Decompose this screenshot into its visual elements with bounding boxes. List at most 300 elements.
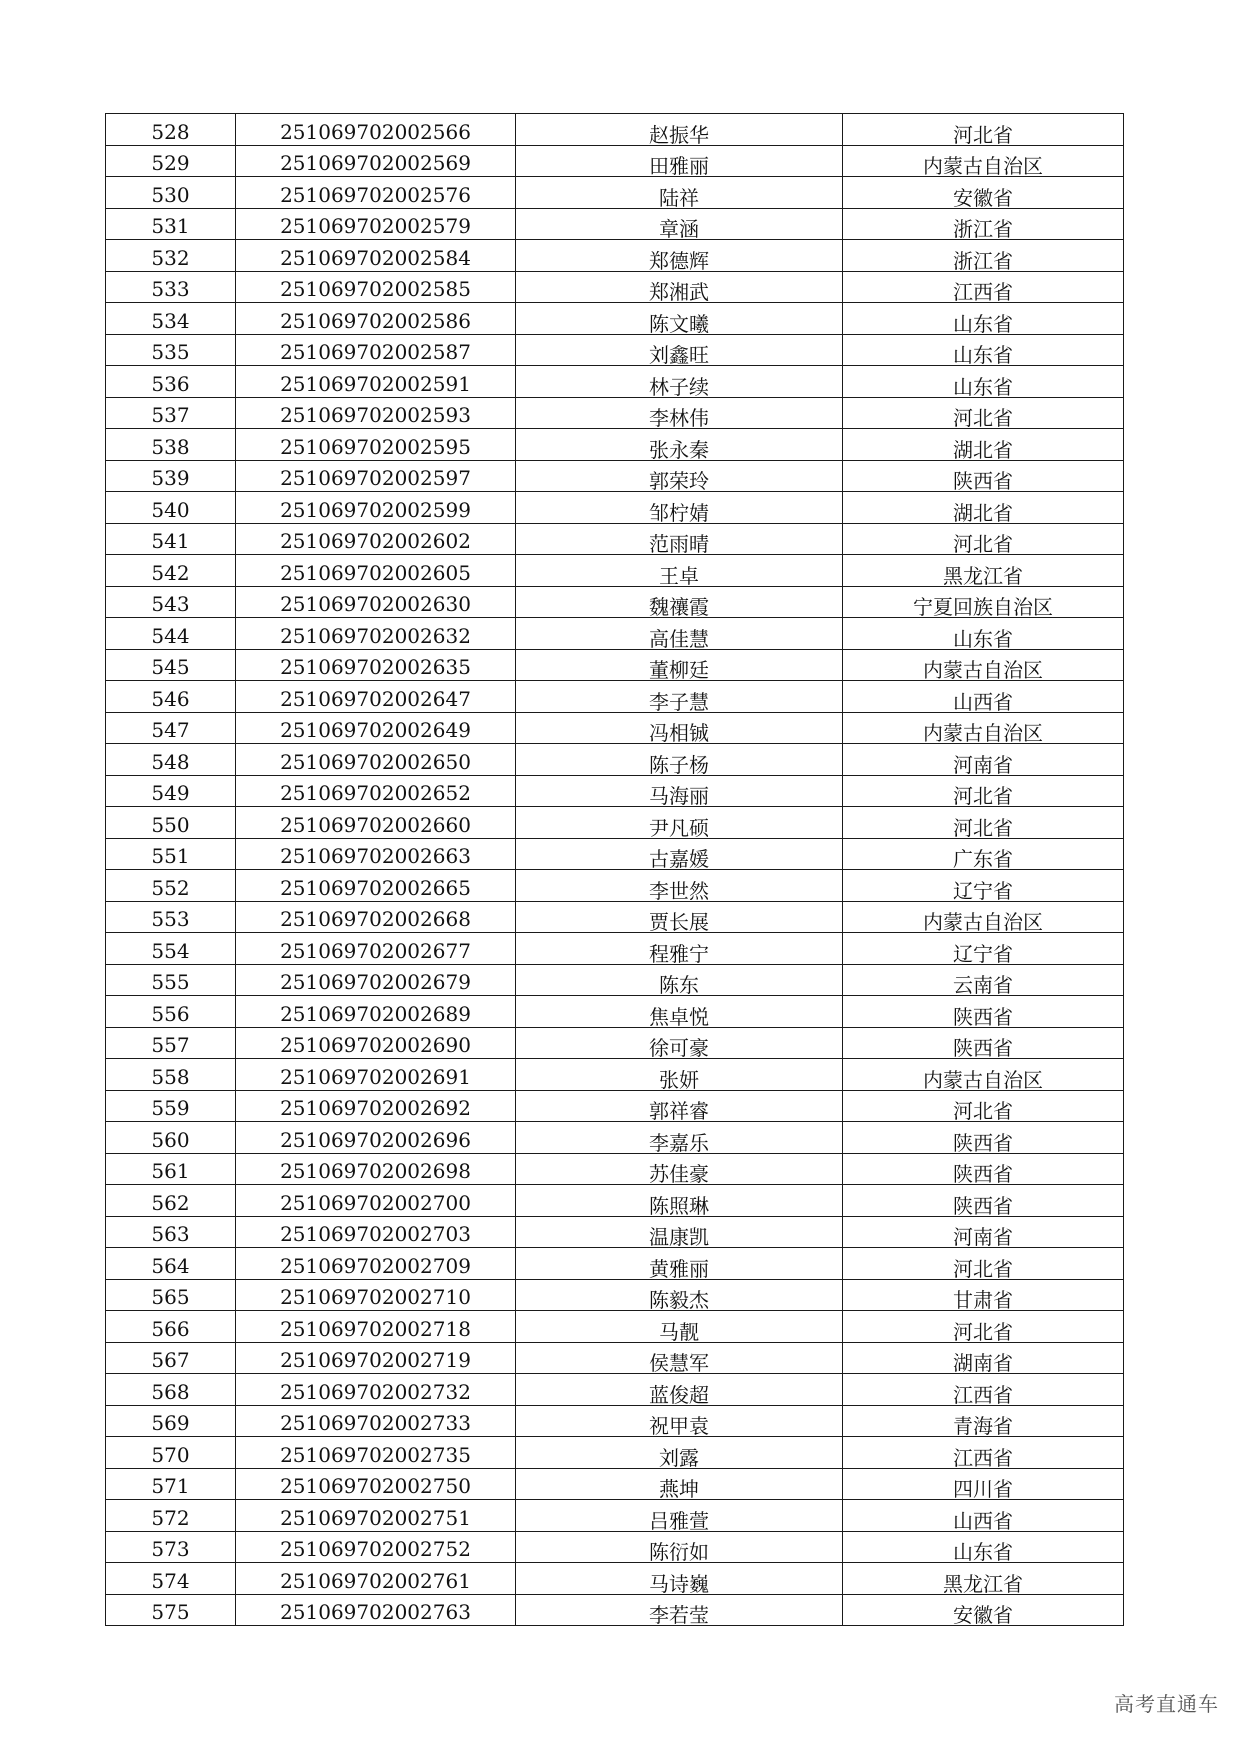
candidate-province: 山西省 — [953, 1508, 1013, 1531]
watermark-text: 高考直通车 — [1114, 1692, 1219, 1716]
candidate-id-cell — [236, 1468, 516, 1500]
table-row — [106, 208, 1124, 240]
row-number: 564 — [151, 1253, 190, 1278]
candidate-id: 251069702002665 — [280, 875, 471, 900]
candidate-province: 浙江省 — [953, 248, 1013, 271]
candidate-id-cell — [236, 681, 516, 713]
candidate-id-cell — [236, 1500, 516, 1532]
candidate-id: 251069702002761 — [280, 1568, 471, 1593]
candidate-id-cell — [236, 807, 516, 839]
table-row — [106, 1153, 1124, 1185]
row-number-cell — [106, 429, 236, 461]
candidate-name: 温康凯 — [649, 1225, 709, 1248]
row-number: 539 — [151, 466, 190, 490]
admission-list-body — [106, 114, 1124, 1626]
row-number: 558 — [151, 1064, 190, 1089]
candidate-name-cell — [516, 649, 843, 681]
candidate-name: 魏禳霞 — [649, 595, 709, 618]
candidate-province-cell — [843, 1437, 1124, 1469]
candidate-name: 李子慧 — [649, 689, 709, 712]
candidate-province: 河北省 — [953, 815, 1013, 838]
candidate-name-cell — [516, 1248, 843, 1280]
candidate-id: 251069702002635 — [280, 655, 471, 679]
candidate-province: 陕西省 — [953, 469, 1013, 492]
row-number-cell — [106, 1248, 236, 1280]
row-number: 552 — [151, 875, 190, 900]
table-row — [106, 1563, 1124, 1595]
candidate-id-cell — [236, 271, 516, 303]
table-row — [106, 1090, 1124, 1122]
candidate-province-cell — [843, 1185, 1124, 1217]
candidate-province-cell — [843, 1500, 1124, 1532]
candidate-id: 251069702002569 — [280, 151, 471, 175]
candidate-province-cell — [843, 1531, 1124, 1563]
table-row — [106, 870, 1124, 902]
candidate-province: 浙江省 — [953, 217, 1013, 240]
candidate-province: 山东省 — [953, 374, 1013, 397]
candidate-id-cell — [236, 240, 516, 272]
candidate-province: 陕西省 — [953, 1162, 1013, 1185]
row-number-cell — [106, 1531, 236, 1563]
candidate-name-cell — [516, 366, 843, 398]
table-row — [106, 964, 1124, 996]
candidate-province: 四川省 — [953, 1477, 1013, 1500]
candidate-name: 程雅宁 — [649, 941, 709, 964]
row-number: 563 — [151, 1222, 190, 1246]
row-number-cell — [106, 208, 236, 240]
candidate-province: 湖南省 — [953, 1351, 1013, 1374]
candidate-province-cell — [843, 460, 1124, 492]
candidate-province: 江西省 — [953, 1445, 1013, 1468]
table-row — [106, 1342, 1124, 1374]
row-number: 541 — [151, 529, 190, 553]
table-row — [106, 114, 1124, 146]
row-number: 544 — [151, 623, 190, 648]
candidate-province-cell — [843, 145, 1124, 177]
row-number: 556 — [151, 1001, 190, 1026]
candidate-id-cell — [236, 303, 516, 335]
row-number-cell — [106, 901, 236, 933]
candidate-province: 江西省 — [953, 280, 1013, 303]
candidate-id-cell — [236, 1342, 516, 1374]
candidate-province: 湖北省 — [953, 500, 1013, 523]
candidate-name: 张妍 — [659, 1067, 699, 1090]
row-number-cell — [106, 964, 236, 996]
candidate-id-cell — [236, 996, 516, 1028]
table-row — [106, 271, 1124, 303]
candidate-name: 贾长展 — [649, 910, 709, 933]
row-number-cell — [106, 177, 236, 209]
candidate-id: 251069702002602 — [280, 529, 471, 553]
row-number-cell — [106, 744, 236, 776]
candidate-id-cell — [236, 1248, 516, 1280]
row-number-cell — [106, 1153, 236, 1185]
row-number-cell — [106, 1279, 236, 1311]
candidate-id: 251069702002595 — [280, 434, 471, 459]
candidate-name-cell — [516, 1500, 843, 1532]
candidate-id-cell — [236, 775, 516, 807]
candidate-province: 甘肃省 — [953, 1288, 1013, 1311]
candidate-province-cell — [843, 303, 1124, 335]
candidate-province: 河南省 — [953, 752, 1013, 775]
candidate-name-cell — [516, 775, 843, 807]
candidate-id: 251069702002710 — [280, 1285, 471, 1309]
candidate-province-cell — [843, 429, 1124, 461]
candidate-name: 李嘉乐 — [649, 1130, 709, 1153]
candidate-province-cell — [843, 1153, 1124, 1185]
candidate-id-cell — [236, 460, 516, 492]
row-number: 562 — [151, 1190, 190, 1215]
candidate-name: 田雅丽 — [649, 154, 709, 177]
candidate-id-cell — [236, 397, 516, 429]
candidate-name-cell — [516, 1311, 843, 1343]
candidate-name-cell — [516, 1216, 843, 1248]
row-number-cell — [106, 1594, 236, 1626]
candidate-id-cell — [236, 1059, 516, 1091]
row-number: 532 — [151, 245, 190, 270]
candidate-id-cell — [236, 523, 516, 555]
candidate-name-cell — [516, 1279, 843, 1311]
candidate-id: 251069702002719 — [280, 1348, 471, 1372]
candidate-id: 251069702002690 — [280, 1033, 471, 1057]
candidate-province-cell — [843, 807, 1124, 839]
candidate-id-cell — [236, 1374, 516, 1406]
candidate-name: 张永秦 — [649, 437, 709, 460]
row-number-cell — [106, 366, 236, 398]
candidate-name-cell — [516, 1531, 843, 1563]
candidate-province-cell — [843, 618, 1124, 650]
candidate-id: 251069702002763 — [280, 1600, 471, 1624]
row-number-cell — [106, 1059, 236, 1091]
candidate-province: 河北省 — [953, 406, 1013, 429]
candidate-province: 内蒙古自治区 — [923, 910, 1043, 933]
row-number-cell — [106, 1342, 236, 1374]
table-row — [106, 1468, 1124, 1500]
candidate-name-cell — [516, 114, 843, 146]
candidate-id: 251069702002586 — [280, 308, 471, 333]
row-number-cell — [106, 492, 236, 524]
candidate-id: 251069702002630 — [280, 592, 471, 616]
row-number: 574 — [151, 1568, 190, 1593]
table-row — [106, 901, 1124, 933]
candidate-name-cell — [516, 271, 843, 303]
row-number-cell — [106, 555, 236, 587]
candidate-province-cell — [843, 114, 1124, 146]
candidate-province: 宁夏回族自治区 — [913, 595, 1053, 618]
row-number-cell — [106, 271, 236, 303]
candidate-id: 251069702002579 — [280, 214, 471, 238]
row-number: 570 — [151, 1442, 190, 1467]
table-row — [106, 1437, 1124, 1469]
candidate-id-cell — [236, 1122, 516, 1154]
candidate-id-cell — [236, 429, 516, 461]
row-number: 534 — [151, 308, 190, 333]
candidate-id-cell — [236, 1090, 516, 1122]
table-row — [106, 807, 1124, 839]
candidate-province: 辽宁省 — [953, 878, 1013, 901]
candidate-province: 江西省 — [953, 1382, 1013, 1405]
table-row — [106, 1374, 1124, 1406]
row-number: 543 — [151, 592, 190, 616]
row-number: 557 — [151, 1033, 190, 1057]
candidate-name: 郑湘武 — [649, 280, 709, 303]
row-number-cell — [106, 1563, 236, 1595]
row-number-cell — [106, 145, 236, 177]
row-number: 533 — [151, 277, 190, 301]
row-number-cell — [106, 523, 236, 555]
candidate-name-cell — [516, 1405, 843, 1437]
candidate-province-cell — [843, 523, 1124, 555]
row-number-cell — [106, 933, 236, 965]
row-number: 568 — [151, 1379, 190, 1404]
candidate-id-cell — [236, 145, 516, 177]
candidate-id: 251069702002599 — [280, 497, 471, 522]
candidate-province-cell — [843, 1468, 1124, 1500]
candidate-province-cell — [843, 1594, 1124, 1626]
candidate-name-cell — [516, 996, 843, 1028]
table-row — [106, 429, 1124, 461]
candidate-province-cell — [843, 775, 1124, 807]
table-row — [106, 397, 1124, 429]
table-row — [106, 460, 1124, 492]
candidate-id: 251069702002750 — [280, 1474, 471, 1498]
candidate-name-cell — [516, 1342, 843, 1374]
row-number-cell — [106, 1216, 236, 1248]
candidate-name: 王卓 — [659, 563, 699, 586]
row-number: 530 — [151, 182, 190, 207]
candidate-province: 陕西省 — [953, 1130, 1013, 1153]
table-row — [106, 1122, 1124, 1154]
candidate-name-cell — [516, 618, 843, 650]
candidate-id-cell — [236, 1185, 516, 1217]
row-number-cell — [106, 460, 236, 492]
candidate-province: 湖北省 — [953, 437, 1013, 460]
candidate-province: 陕西省 — [953, 1036, 1013, 1059]
candidate-name: 陈毅杰 — [649, 1288, 709, 1311]
candidate-id-cell — [236, 366, 516, 398]
candidate-id: 251069702002647 — [280, 686, 471, 711]
row-number: 560 — [151, 1127, 190, 1152]
table-row — [106, 618, 1124, 650]
candidate-name-cell — [516, 523, 843, 555]
candidate-province: 陕西省 — [953, 1193, 1013, 1216]
candidate-province: 山东省 — [953, 311, 1013, 334]
table-row — [106, 996, 1124, 1028]
row-number-cell — [106, 1405, 236, 1437]
candidate-name-cell — [516, 555, 843, 587]
candidate-id-cell — [236, 649, 516, 681]
table-row — [106, 712, 1124, 744]
row-number-cell — [106, 114, 236, 146]
row-number: 561 — [151, 1159, 190, 1183]
candidate-name: 范雨晴 — [649, 532, 709, 555]
candidate-province: 山东省 — [953, 343, 1013, 366]
candidate-id: 251069702002576 — [280, 182, 471, 207]
row-number: 540 — [151, 497, 190, 522]
row-number: 572 — [151, 1505, 190, 1530]
candidate-name-cell — [516, 1374, 843, 1406]
candidate-id-cell — [236, 1531, 516, 1563]
row-number-cell — [106, 996, 236, 1028]
candidate-province: 山西省 — [953, 689, 1013, 712]
row-number: 550 — [151, 812, 190, 837]
candidate-name: 陈文曦 — [649, 311, 709, 334]
candidate-id: 251069702002660 — [280, 812, 471, 837]
candidate-province: 山东省 — [953, 626, 1013, 649]
candidate-name: 邹柠婧 — [649, 500, 709, 523]
row-number: 538 — [151, 434, 190, 459]
row-number: 551 — [151, 844, 190, 868]
table-row — [106, 303, 1124, 335]
table-row — [106, 492, 1124, 524]
table-row — [106, 586, 1124, 618]
candidate-province-cell — [843, 555, 1124, 587]
row-number-cell — [106, 1027, 236, 1059]
candidate-id: 251069702002703 — [280, 1222, 471, 1246]
row-number-cell — [106, 334, 236, 366]
candidate-name-cell — [516, 838, 843, 870]
candidate-id: 251069702002649 — [280, 718, 471, 742]
candidate-id-cell — [236, 744, 516, 776]
candidate-province-cell — [843, 586, 1124, 618]
candidate-province-cell — [843, 681, 1124, 713]
row-number-cell — [106, 681, 236, 713]
candidate-province-cell — [843, 1059, 1124, 1091]
candidate-province: 青海省 — [953, 1414, 1013, 1437]
candidate-name: 焦卓悦 — [649, 1004, 709, 1027]
candidate-id-cell — [236, 964, 516, 996]
row-number-cell — [106, 870, 236, 902]
candidate-name: 李世然 — [649, 878, 709, 901]
table-row — [106, 933, 1124, 965]
candidate-name: 冯相铖 — [649, 721, 709, 744]
candidate-name-cell — [516, 1185, 843, 1217]
row-number: 555 — [151, 970, 190, 994]
candidate-id: 251069702002752 — [280, 1537, 471, 1561]
candidate-name-cell — [516, 712, 843, 744]
row-number: 531 — [151, 214, 190, 238]
row-number: 546 — [151, 686, 190, 711]
candidate-name-cell — [516, 964, 843, 996]
candidate-province-cell — [843, 334, 1124, 366]
row-number: 547 — [151, 718, 190, 742]
row-number: 573 — [151, 1537, 190, 1561]
row-number-cell — [106, 649, 236, 681]
candidate-id-cell — [236, 555, 516, 587]
candidate-province-cell — [843, 492, 1124, 524]
candidate-id-cell — [236, 1153, 516, 1185]
candidate-province-cell — [843, 1311, 1124, 1343]
candidate-id: 251069702002718 — [280, 1316, 471, 1341]
row-number: 571 — [151, 1474, 190, 1498]
candidate-province-cell — [843, 1090, 1124, 1122]
row-number: 566 — [151, 1316, 190, 1341]
candidate-province-cell — [843, 397, 1124, 429]
candidate-name-cell — [516, 681, 843, 713]
table-row — [106, 744, 1124, 776]
table-row — [106, 1594, 1124, 1626]
candidate-name: 徐可豪 — [649, 1036, 709, 1059]
candidate-province-cell — [843, 996, 1124, 1028]
row-number: 528 — [151, 119, 190, 144]
candidate-name: 刘露 — [659, 1445, 699, 1468]
candidate-name: 尹凡硕 — [649, 815, 709, 838]
table-row — [106, 177, 1124, 209]
candidate-province: 黑龙江省 — [943, 1571, 1023, 1594]
candidate-id: 251069702002700 — [280, 1190, 471, 1215]
candidate-id: 251069702002751 — [280, 1505, 471, 1530]
candidate-name-cell — [516, 1594, 843, 1626]
row-number-cell — [106, 775, 236, 807]
table-row — [106, 681, 1124, 713]
candidate-id: 251069702002692 — [280, 1096, 471, 1120]
table-row — [106, 523, 1124, 555]
candidate-id-cell — [236, 586, 516, 618]
table-row — [106, 775, 1124, 807]
candidate-name: 郑德辉 — [649, 248, 709, 271]
row-number-cell — [106, 1185, 236, 1217]
candidate-name-cell — [516, 1153, 843, 1185]
candidate-province: 河北省 — [953, 1256, 1013, 1279]
candidate-province-cell — [843, 1342, 1124, 1374]
table-row — [106, 145, 1124, 177]
table-row — [106, 334, 1124, 366]
candidate-name: 黄雅丽 — [649, 1256, 709, 1279]
candidate-name-cell — [516, 208, 843, 240]
row-number-cell — [106, 712, 236, 744]
table-row — [106, 649, 1124, 681]
candidate-id: 251069702002591 — [280, 371, 471, 396]
candidate-province-cell — [843, 933, 1124, 965]
candidate-name: 陈东 — [659, 973, 699, 996]
candidate-name-cell — [516, 1563, 843, 1595]
candidate-name: 郭荣玲 — [649, 469, 709, 492]
candidate-id-cell — [236, 1594, 516, 1626]
candidate-id-cell — [236, 334, 516, 366]
candidate-name: 陆祥 — [659, 185, 699, 208]
candidate-name: 古嘉媛 — [649, 847, 709, 870]
candidate-id: 251069702002689 — [280, 1001, 471, 1026]
candidate-name-cell — [516, 460, 843, 492]
candidate-id: 251069702002709 — [280, 1253, 471, 1278]
candidate-id-cell — [236, 1311, 516, 1343]
candidate-province: 河北省 — [953, 122, 1013, 145]
candidate-province-cell — [843, 744, 1124, 776]
candidate-province-cell — [843, 240, 1124, 272]
candidate-id: 251069702002605 — [280, 560, 471, 585]
candidate-id: 251069702002632 — [280, 623, 471, 648]
candidate-id-cell — [236, 933, 516, 965]
candidate-id: 251069702002587 — [280, 340, 471, 364]
candidate-name-cell — [516, 1437, 843, 1469]
candidate-id-cell — [236, 208, 516, 240]
candidate-province-cell — [843, 901, 1124, 933]
candidate-name-cell — [516, 303, 843, 335]
candidate-name-cell — [516, 334, 843, 366]
row-number: 542 — [151, 560, 190, 585]
candidate-name-cell — [516, 744, 843, 776]
row-number-cell — [106, 1468, 236, 1500]
candidate-name-cell — [516, 397, 843, 429]
row-number-cell — [106, 397, 236, 429]
candidate-id-cell — [236, 1027, 516, 1059]
candidate-id-cell — [236, 870, 516, 902]
row-number: 529 — [151, 151, 190, 175]
row-number-cell — [106, 1374, 236, 1406]
row-number: 565 — [151, 1285, 190, 1309]
candidate-id: 251069702002652 — [280, 781, 471, 805]
candidate-province: 河北省 — [953, 532, 1013, 555]
